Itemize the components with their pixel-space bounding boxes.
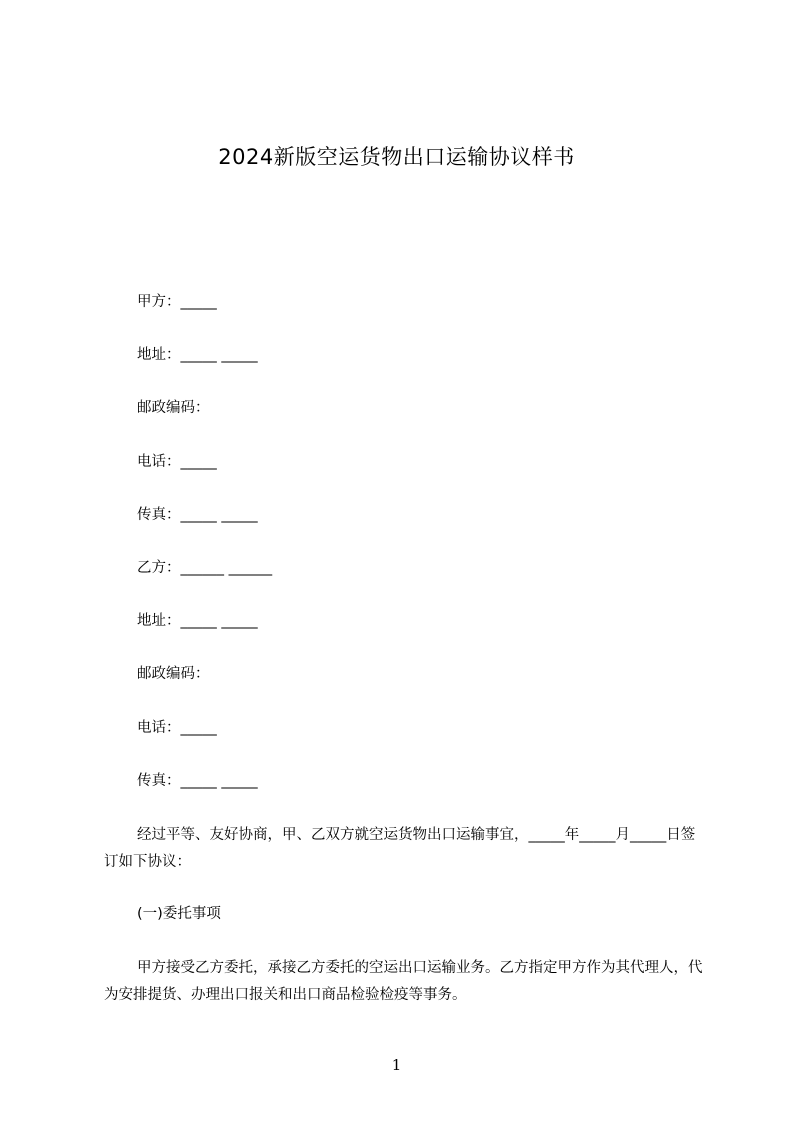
party-a-phone: 电话：_____ [137, 454, 217, 470]
party-b-fax: 传真：_____ _____ [137, 773, 258, 789]
party-b-postal-code: 邮政编码： [137, 666, 210, 682]
party-a-address: 地址：_____ _____ [137, 347, 258, 363]
page-number: 1 [391, 1056, 402, 1074]
party-a-fax: 传真：_____ _____ [137, 507, 258, 523]
party-a-postal-code: 邮政编码： [137, 400, 210, 416]
party-b-name: 乙方：______ ______ [137, 560, 273, 576]
party-a-name: 甲方：_____ [137, 294, 217, 310]
section-body-entrustment: 甲方接受乙方委托，承接乙方委托的空运出口运输业务。乙方指定甲方作为其代理人，代为安排提货、办理出口报关和出口商品检验检疫等事务。 [104, 960, 703, 1003]
party-b-address: 地址：_____ _____ [137, 613, 258, 629]
section-heading-entrustment: (一)委托事项 [137, 906, 221, 922]
preamble-paragraph: 经过平等、友好协商，甲、乙双方就空运货物出口运输事宜，_____年_____月_____日签订如下协议： [104, 827, 696, 870]
document-title: 2024新版空运货物出口运输协议样书 [218, 145, 575, 169]
party-b-phone: 电话：_____ [137, 720, 217, 736]
